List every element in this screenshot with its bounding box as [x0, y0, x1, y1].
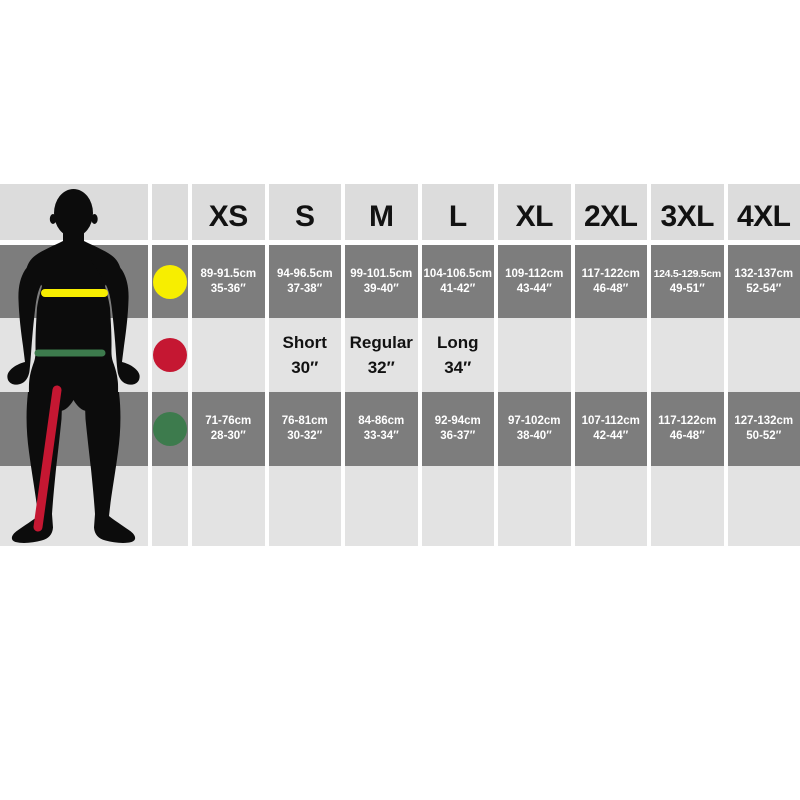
inside-leg-cell-3xl [651, 318, 724, 392]
size-label: XL [515, 200, 553, 233]
green-dot-icon [153, 412, 187, 446]
yellow-dot-icon [153, 265, 187, 299]
bottom-cell-xs [192, 466, 265, 546]
waist-cell-m: 84-86cm 33-34″ [345, 392, 418, 466]
chest-cell-4xl: 132-137cm 52-54″ [728, 245, 800, 318]
inside-leg-cell-l: Long 34″ [422, 318, 495, 392]
inside-leg-cell-4xl [728, 318, 800, 392]
size-header-3xl [651, 184, 724, 240]
bottom-cell-2xl [575, 466, 648, 546]
bottom-cell-3xl [651, 466, 724, 546]
size-header-l [422, 184, 495, 240]
size-label: 2XL [583, 200, 638, 233]
size-header-2xl [575, 184, 648, 240]
size-header-s [269, 184, 342, 240]
marker-column-header [152, 184, 188, 240]
waist-cell-2xl: 107-112cm 42-44″ [575, 392, 648, 466]
waist-cell-4xl: 127-132cm 50-52″ [728, 392, 800, 466]
red-dot-icon [153, 338, 187, 372]
waist-cell-3xl: 117-122cm 46-48″ [651, 392, 724, 466]
inside-leg-marker-cell [152, 318, 188, 392]
bottom-cell-l [422, 466, 495, 546]
waist-cell-l: 92-94cm 36-37″ [422, 392, 495, 466]
chest-cell-s: 94-96.5cm 37-38″ [269, 245, 342, 318]
bottom-cell-s [269, 466, 342, 546]
inside-leg-cell-2xl [575, 318, 648, 392]
waist-marker-cell [152, 392, 188, 466]
chest-cell-2xl: 117-122cm 46-48″ [575, 245, 648, 318]
right-leg [85, 392, 136, 543]
torso [26, 226, 121, 411]
size-header-xl [498, 184, 571, 240]
bottom-cell-m [345, 466, 418, 546]
inside-leg-cell-xs [192, 318, 265, 392]
size-label: M [369, 200, 394, 233]
waist-cell-s: 76-81cm 30-32″ [269, 392, 342, 466]
chest-cell-xs: 89-91.5cm 35-36″ [192, 245, 265, 318]
bottom-cell-xl [498, 466, 571, 546]
size-header-4xl [728, 184, 800, 240]
size-label: XS [208, 200, 248, 233]
waist-cell-xl: 97-102cm 38-40″ [498, 392, 571, 466]
size-label: S [294, 200, 315, 233]
waist-cell-xs: 71-76cm 28-30″ [192, 392, 265, 466]
size-table [0, 184, 800, 546]
chest-cell-3xl: 124.5-129.5cm 49-51″ [651, 245, 724, 318]
inside-leg-cell-xl [498, 318, 571, 392]
size-header-m [345, 184, 418, 240]
male-silhouette [0, 184, 148, 546]
size-label: 4XL [736, 200, 791, 233]
chest-marker-cell [152, 245, 188, 318]
size-header-xs [192, 184, 265, 240]
bottom-cell-4xl [728, 466, 800, 546]
figure-cell [0, 184, 148, 546]
chest-cell-xl: 109-112cm 43-44″ [498, 245, 571, 318]
inside-leg-cell-m: Regular 32″ [345, 318, 418, 392]
bottom-cell-marker [152, 466, 188, 546]
size-label: L [448, 200, 467, 233]
chest-cell-l: 104-106.5cm 41-42″ [422, 245, 495, 318]
size-label: 3XL [660, 200, 715, 233]
chest-cell-m: 99-101.5cm 39-40″ [345, 245, 418, 318]
inside-leg-cell-s: Short 30″ [269, 318, 342, 392]
